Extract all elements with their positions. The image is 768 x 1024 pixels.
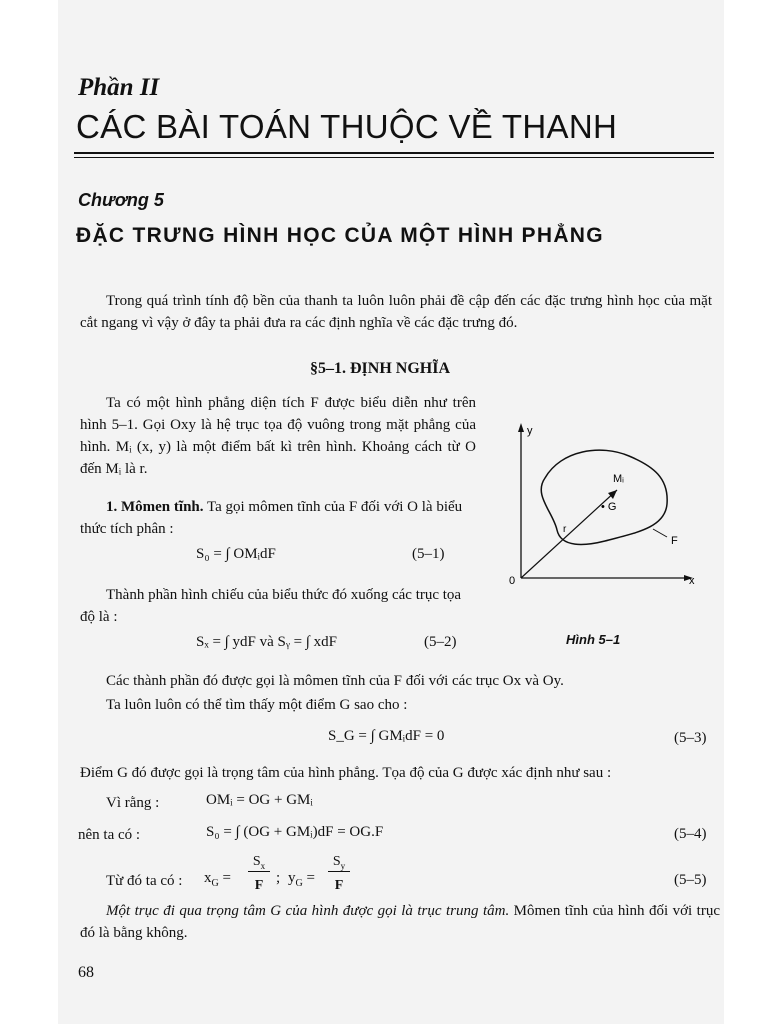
equation-number-5-2: (5–2) [424, 634, 457, 650]
equation-number-5-5: (5–5) [674, 872, 707, 888]
central-axis-paragraph [80, 900, 720, 944]
equation-5-2: Sₓ = ∫ ydF và Sᵧ = ∫ xdF [196, 634, 337, 650]
title-rule-thick [74, 152, 714, 154]
equation-5-1: S₀ = ∫ OMᵢdF [196, 546, 276, 562]
xg-numerator: $S_x$ [248, 854, 270, 872]
centroid-label: • G [601, 501, 617, 513]
central-axis-conclusion: Mômen tĩnh của hình đối với trục đó là bằng không. [80, 903, 720, 941]
title-rule-thin [74, 157, 714, 158]
vector-identity: OMᵢ = OG + GMᵢ [206, 792, 313, 808]
centroid-sentence: Điểm G đó được gọi là trọng tâm của hình phẳng. Tọa độ của G được xác định như sau : [80, 765, 612, 781]
yg-denominator: F [334, 878, 344, 893]
page-number: 68 [78, 964, 94, 981]
origin-label: 0 [509, 575, 516, 587]
chapter-title: ĐẶC TRƯNG HÌNH HỌC CỦA MỘT HÌNH PHẲNG [76, 224, 604, 247]
chapter-label: Chương 5 [78, 190, 164, 210]
xg-symbol: $x_G$ = [204, 870, 231, 889]
equation-5-3: S_G = ∫ GMᵢdF = 0 [328, 728, 445, 744]
equation-5-4: S₀ = ∫ (OG + GMᵢ)dF = OG.F [206, 824, 384, 840]
equation-number-5-4: (5–4) [674, 826, 707, 842]
equation-number-5-3: (5–3) [674, 730, 707, 746]
static-moment-paragraph [80, 496, 476, 540]
section-title: §5–1. ĐỊNH NGHĨA [310, 360, 451, 377]
y-axis-label: y [527, 425, 533, 437]
static-moment-text: Ta gọi mômen tĩnh của F đối với O là biểu thức tích phân : [80, 499, 463, 537]
x-axis-label: x [689, 575, 695, 587]
plane-figure-outline [541, 450, 667, 544]
radius-label: r [563, 524, 567, 535]
point-mi-label: Mᵢ [613, 473, 624, 485]
fraction-separator: ; [276, 870, 281, 886]
hence-label: nên ta có : [78, 827, 141, 843]
yg-symbol: $y_G$ = [288, 870, 315, 889]
equation-number-5-1: (5–1) [412, 546, 445, 562]
area-label: F [671, 535, 678, 547]
part-label: Phần II [78, 74, 160, 101]
projection-paragraph: Thành phần hình chiếu của biểu thức đó xuống các trục tọa độ là : [80, 587, 462, 625]
definition-paragraph: Ta có một hình phẳng diện tích F được biểu diễn như trên hình 5–1. Gọi Oxy là hệ trục tọa độ vuông trong mặt phẳng của hình. Mᵢ (x, y) là một điểm bất kì trên hình. Khoảng cách từ O đến Mᵢ là r. [80, 395, 476, 477]
figure-caption: Hình 5–1 [566, 632, 621, 647]
from-label: Từ đó ta có : [106, 873, 183, 889]
central-axis-definition: Một trục đi qua trọng tâm G của hình được gọi là trục trung tâm. [106, 903, 510, 919]
yg-numerator: $S_y$ [328, 854, 350, 872]
figure-5-1 [505, 420, 705, 595]
intro-paragraph: Trong quá trình tính độ bền của thanh ta luôn luôn phải đề cập đến các đặc trưng hình học của mặt cắt ngang vì vậy ở đây ta phải đưa ra các định nghĩa về các đặc trưng đó. [80, 293, 712, 331]
since-label: Vì rằng : [106, 795, 160, 811]
area-pointer [653, 529, 667, 537]
static-moment-heading: 1. Mômen tĩnh. [106, 499, 204, 515]
xg-denominator: F [254, 878, 264, 893]
find-centroid-sentence: Ta luôn luôn có thể tìm thấy một điểm G sao cho : [106, 697, 408, 713]
components-sentence: Các thành phần đó được gọi là mômen tĩnh của F đối với các trục Ox và Oy. [106, 673, 564, 689]
part-title: CÁC BÀI TOÁN THUỘC VỀ THANH [76, 108, 618, 145]
y-axis-arrow [518, 423, 524, 432]
